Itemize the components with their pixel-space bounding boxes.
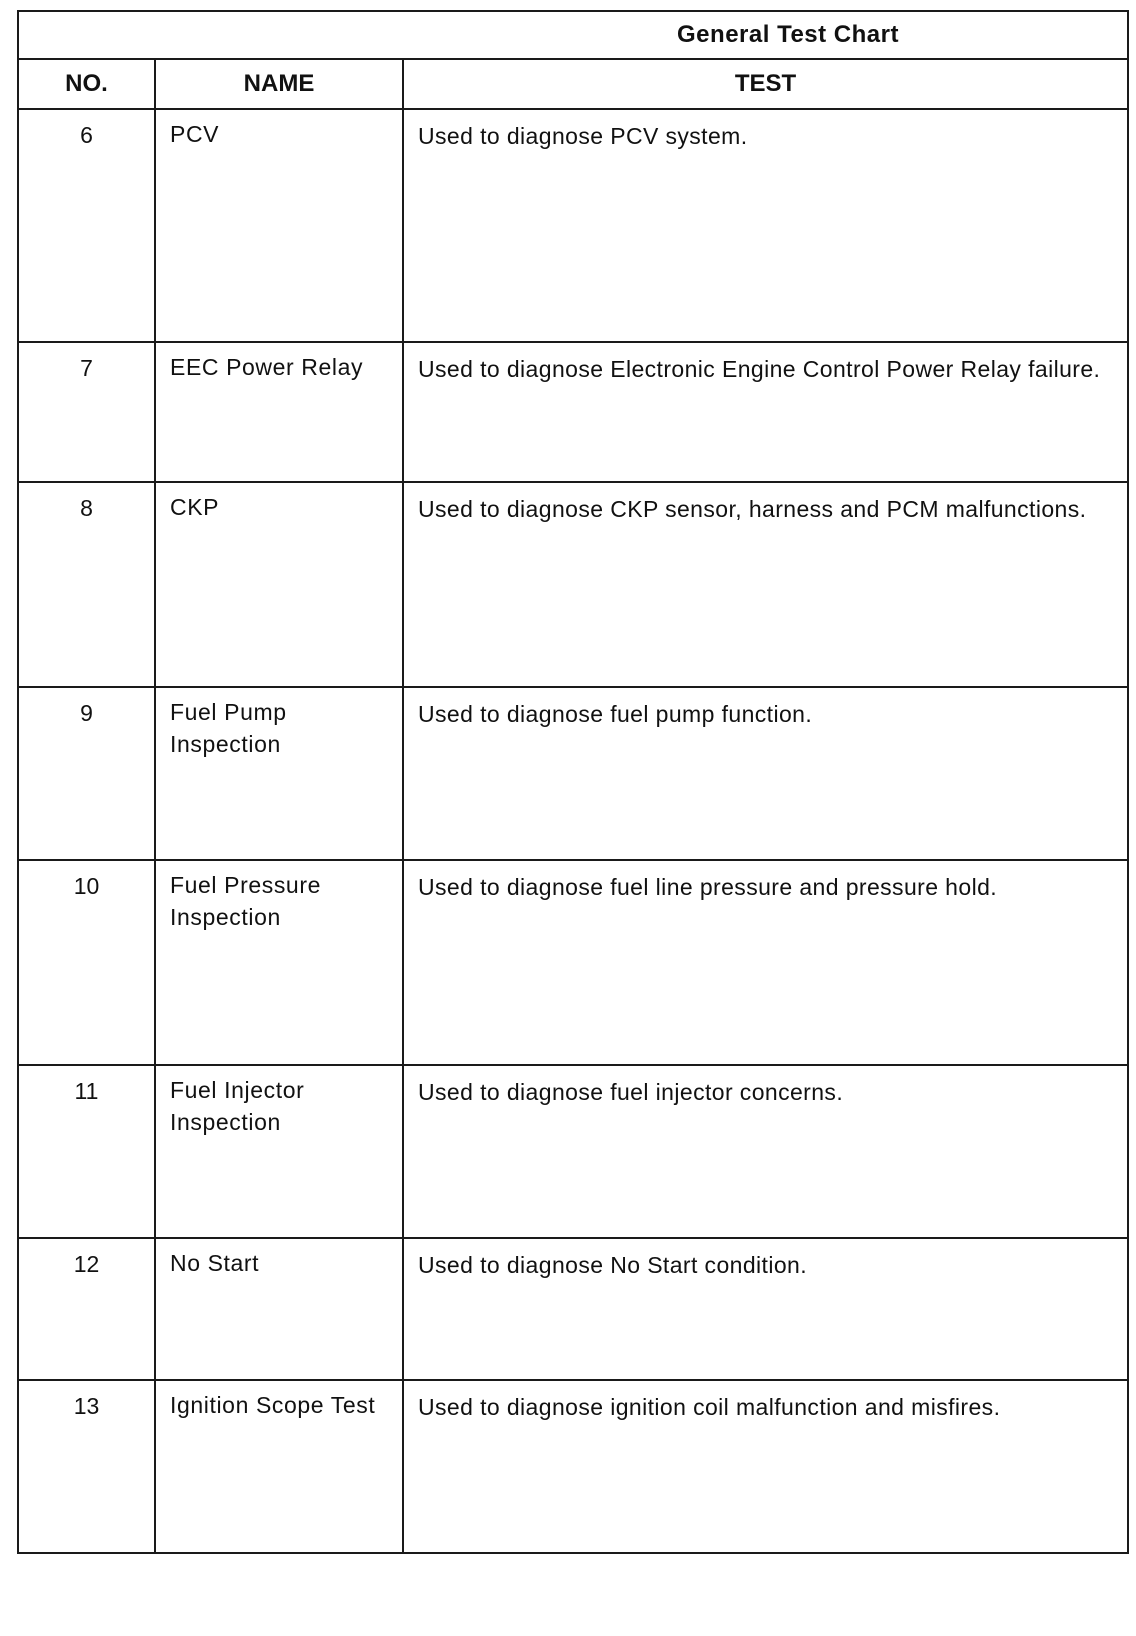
row-name: CKP xyxy=(155,482,403,687)
row-name: Ignition Scope Test xyxy=(155,1380,403,1553)
table-row xyxy=(18,1380,1128,1553)
row-no: 9 xyxy=(18,687,155,860)
chart-title-cell xyxy=(18,11,1128,59)
row-no: 13 xyxy=(18,1380,155,1553)
row-no: 11 xyxy=(18,1065,155,1238)
header-name: NAME xyxy=(155,59,403,109)
row-name: PCV xyxy=(155,109,403,342)
row-test: Used to diagnose fuel line pressure and pressure hold. xyxy=(403,860,1128,1065)
row-name: EEC Power Relay xyxy=(155,342,403,482)
table-row xyxy=(18,342,1128,482)
table-row xyxy=(18,860,1128,1065)
table-row xyxy=(18,1065,1128,1238)
row-no: 10 xyxy=(18,860,155,1065)
title-row xyxy=(18,11,1128,59)
row-name: No Start xyxy=(155,1238,403,1380)
row-test: Used to diagnose fuel injector concerns. xyxy=(403,1065,1128,1238)
row-test: Used to diagnose No Start condition. xyxy=(403,1238,1128,1380)
table-row xyxy=(18,1238,1128,1380)
row-no: 8 xyxy=(18,482,155,687)
row-name: Fuel Injector Inspection xyxy=(155,1065,403,1238)
table-row xyxy=(18,109,1128,342)
row-test: Used to diagnose fuel pump function. xyxy=(403,687,1128,860)
table-row xyxy=(18,687,1128,860)
row-name: Fuel Pump Inspection xyxy=(155,687,403,860)
chart-title: General Test Chart xyxy=(677,21,899,48)
header-no: NO. xyxy=(18,59,155,109)
general-test-chart-table xyxy=(17,10,1129,1554)
row-no: 6 xyxy=(18,109,155,342)
header-test: TEST xyxy=(403,59,1128,109)
row-test: Used to diagnose Electronic Engine Control Power Relay failure. xyxy=(403,342,1128,482)
row-test: Used to diagnose CKP sensor, harness and PCM malfunctions. xyxy=(403,482,1128,687)
row-no: 7 xyxy=(18,342,155,482)
table-row xyxy=(18,482,1128,687)
row-no: 12 xyxy=(18,1238,155,1380)
row-test: Used to diagnose ignition coil malfunction and misfires. xyxy=(403,1380,1128,1553)
header-row xyxy=(18,59,1128,109)
row-name: Fuel Pressure Inspection xyxy=(155,860,403,1065)
row-test: Used to diagnose PCV system. xyxy=(403,109,1128,342)
